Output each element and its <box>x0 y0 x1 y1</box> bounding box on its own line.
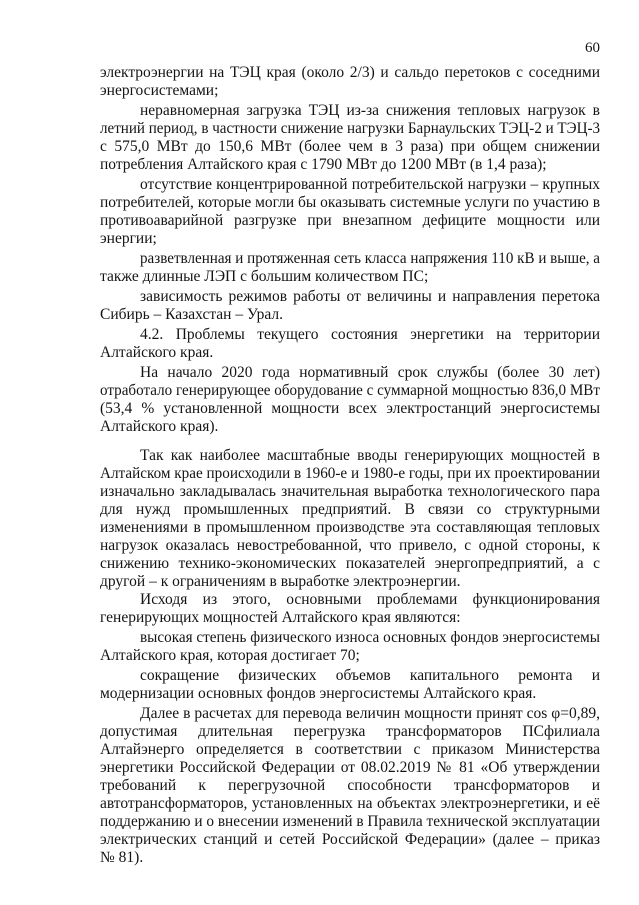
text-line: нагрузок оказалась невостребованной, что привело, с одной стороны, к <box>100 537 600 554</box>
text-line: потребителей, которые могли бы оказывать системные услуги по участию в <box>100 194 601 211</box>
text-line: с 575,0 МВт до 150,6 МВт (более чем в 3 раза) при общем снижении <box>100 138 600 155</box>
text-line: На начало 2020 года нормативный срок службы (более 30 лет) <box>140 364 600 381</box>
page-number: 60 <box>585 40 600 56</box>
text-line: модернизации основных фондов энергосистемы Алтайского края. <box>100 685 537 702</box>
text-line: Так как наиболее масштабные вводы генерирующих мощностей в <box>140 447 600 464</box>
text-line: также длинные ЛЭП с большим количеством ПС; <box>100 268 429 285</box>
text-line: энергетики Российской Федерации от 08.02.2019 № 81 «Об утверждении <box>100 759 600 776</box>
text-line: № 81). <box>100 849 144 866</box>
text-line: летний период, в частности снижение нагрузки Барнаульских ТЭЦ-2 и ТЭЦ-3 <box>100 120 600 137</box>
text-line: противоаварийной разгрузке при внезапном дефиците мощности или <box>100 212 600 229</box>
text-line: неравномерная загрузка ТЭЦ из-за снижения тепловых нагрузок в <box>140 102 600 119</box>
text-line: Алтайском крае происходили в 1960-е и 1980-е годы, при их проектировании <box>100 465 600 482</box>
text-line: снижению технико-экономических показателей энергопредприятий, а с <box>100 555 600 572</box>
text-line: другой – к ограничениям в выработке электроэнергии. <box>100 573 461 590</box>
text-line: высокая степень физического износа основных фондов энергосистемы <box>140 629 601 646</box>
text-line: Алтайского края, которая достигает 70; <box>100 647 360 664</box>
text-line: автотрансформаторов, установленных на объектах электроэнергетики, и её <box>100 795 600 812</box>
text-line: энергии; <box>100 230 157 247</box>
text-line: сокращение физических объемов капитального ремонта и <box>140 667 600 684</box>
section-heading: 4.2. Проблемы текущего состояния энергетики на территории <box>140 326 600 343</box>
text-line: Сибирь – Казахстан – Урал. <box>100 306 283 323</box>
text-line: Далее в расчетах для перевода величин мощности принят cos φ=0,89, <box>140 705 600 722</box>
text-line: допустимая длительная перегрузка трансформаторов ПСфилиала <box>100 723 600 740</box>
text-line: для нужд промышленных предприятий. В связи со структурными <box>100 501 600 518</box>
text-line: потребления Алтайского края с 1790 МВт до 1200 МВт (в 1,4 раза); <box>100 156 547 173</box>
text-line: энергосистемами; <box>100 82 219 99</box>
text-line: зависимость режимов работы от величины и направления перетока <box>140 288 600 305</box>
text-line: (53,4 % установленной мощности всех электростанций энергосистемы <box>100 400 600 417</box>
text-line: требований к перегрузочной способности трансформаторов и <box>100 777 600 794</box>
text-line: Алтайэнерго определяется в соответствии с приказом Министерства <box>100 741 600 758</box>
text-line: Исходя из этого, основными проблемами функционирования <box>140 591 600 608</box>
text-line: изменениями в промышленном производстве эта составляющая тепловых <box>100 519 600 536</box>
text-line: электроэнергии на ТЭЦ края (около 2/3) и сальдо перетоков с соседними <box>100 64 600 81</box>
text-line: отработало генерирующее оборудование с суммарной мощностью 836,0 МВт <box>100 382 600 399</box>
section-heading: Алтайского края. <box>100 344 214 361</box>
text-line: Алтайского края). <box>100 418 219 435</box>
text-line: разветвленная и протяженная сеть класса напряжения 110 кВ и выше, а <box>140 250 601 267</box>
text-line: электрических станций и сетей Российской Федерации» (далее – приказ <box>100 831 600 848</box>
text-line: изначально закладывалась значительная выработка технологического пара <box>100 483 600 500</box>
text-line: генерирующих мощностей Алтайского края являются: <box>100 609 461 626</box>
text-line: поддержанию и о внесении изменений в Правила технической эксплуатации <box>100 813 601 830</box>
text-line: отсутствие концентрированной потребительской нагрузки – крупных <box>140 176 600 193</box>
